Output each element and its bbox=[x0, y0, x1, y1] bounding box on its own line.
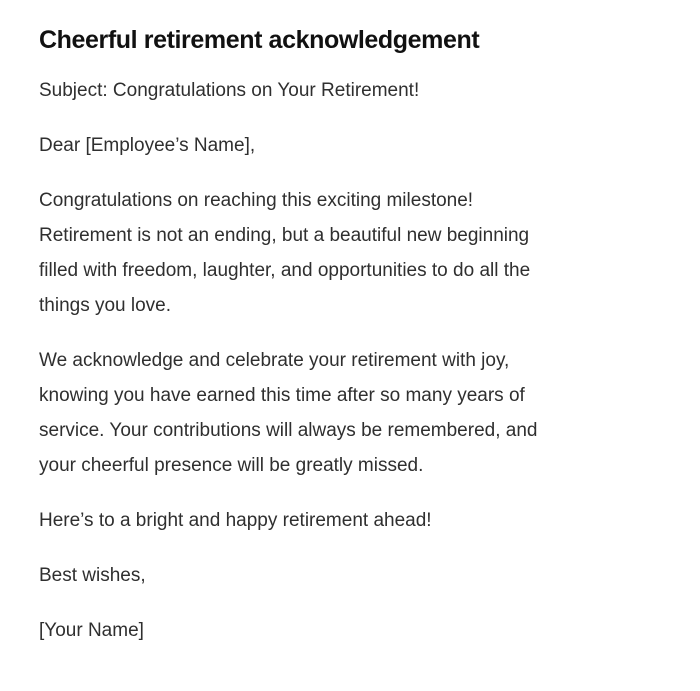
paragraph-closing-wish bbox=[39, 503, 660, 538]
body-1-line-2: Retirement is not an ending, but a beautiful new beginning bbox=[39, 225, 530, 246]
paragraph-signoff bbox=[39, 558, 660, 593]
body-2-line-2: knowing you have earned this time after so many years of bbox=[39, 385, 525, 406]
paragraph-signature bbox=[39, 613, 660, 648]
body-2-line-1: We acknowledge and celebrate your retirement with joy, bbox=[39, 350, 510, 371]
salutation-line: Dear [Employee’s Name], bbox=[39, 135, 256, 156]
subject-line: Subject: Congratulations on Your Retirement! bbox=[39, 80, 420, 101]
body-1-line-1: Congratulations on reaching this exciting milestone! bbox=[39, 190, 474, 211]
body-1-line-4: things you love. bbox=[39, 295, 172, 316]
closing-wish-line: Here’s to a bright and happy retirement ahead! bbox=[39, 510, 432, 531]
body-2-line-4: your cheerful presence will be greatly missed. bbox=[39, 455, 424, 476]
paragraph-body-1 bbox=[39, 183, 660, 323]
signoff-line: Best wishes, bbox=[39, 565, 146, 586]
paragraph-salutation bbox=[39, 128, 660, 163]
paragraph-subject bbox=[39, 73, 660, 108]
signature-line: [Your Name] bbox=[39, 620, 144, 641]
paragraph-body-2 bbox=[39, 343, 660, 483]
body-1-line-3: filled with freedom, laughter, and opportunities to do all the bbox=[39, 260, 531, 281]
page-title: Cheerful retirement acknowledgement bbox=[39, 26, 480, 54]
body-2-line-3: service. Your contributions will always be remembered, and bbox=[39, 420, 538, 441]
